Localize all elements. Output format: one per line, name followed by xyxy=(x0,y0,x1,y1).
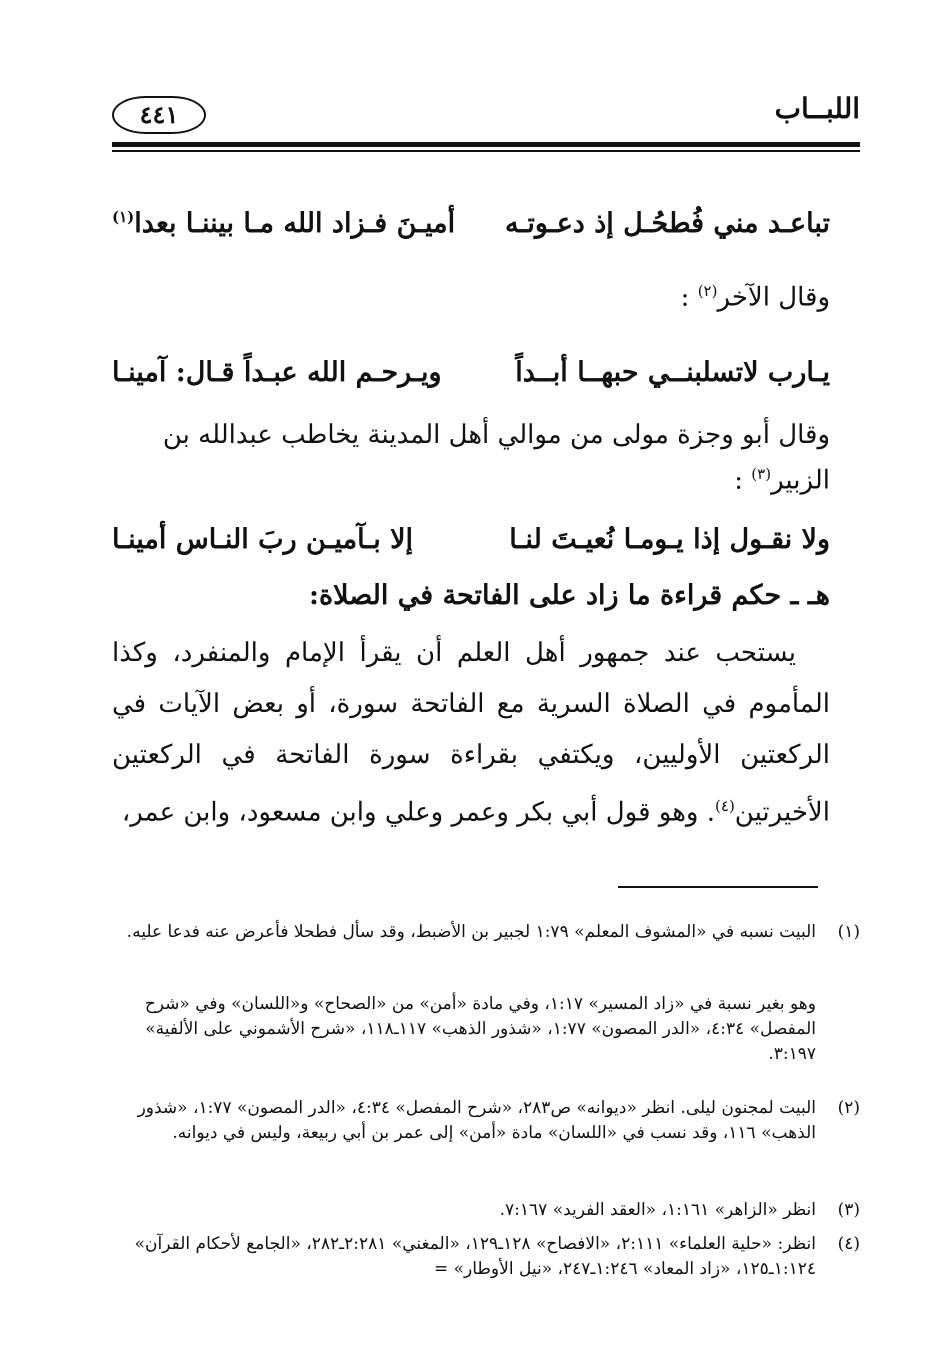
footnote-text: البيت لمجنون ليلى. انظر «ديوانه» ص٢٨٣، «شرح المفصل» ٤:٣٤، «الدر المصون» ١:٧٧، «شذور الذهب» ١١٦، وقد نسب في «اللسان» مادة «أمن» إلى عمر بن أبي ربيعة، وليس في ديوانه. xyxy=(137,1098,816,1143)
footnote-3 xyxy=(112,1198,860,1223)
verse-3-second-hemistich: إلا بـآميـن ربَ النـاس أمينـا xyxy=(112,524,414,555)
footnote-text: انظر «الزاهر» ١:١٦١، «العقد الفريد» ٧:١٦٧. xyxy=(499,1200,816,1220)
footnote-number: (١) xyxy=(837,922,860,942)
body-paragraph: يستحب عند جمهور أهل العلم أن يقرأ الإمام والمنفرد، وكذا المأموم في الصلاة السرية مع الفاتحة سورة، أو بعض الآيات في الركعتين الأوليين، ويكتفي بقراءة سورة الفاتحة في الركعتين الأخيرتين$^{(٤)}$. وهو قول أبي بكر وعمر وعلي وابن مسعود، وابن عمر، xyxy=(112,638,830,828)
footnote-number: (٢) xyxy=(837,1098,860,1118)
footnote-1 xyxy=(112,920,860,945)
intro-line-3b: الزبير$^{(٣)}$ : xyxy=(734,465,830,496)
running-title: اللبــاب xyxy=(774,92,860,125)
footnote-2 xyxy=(112,1096,860,1146)
footnote-text: البيت نسبه في «المشوف المعلم» ١:٧٩ لجبير بن الأضبط، وقد سأل فطحلا فأعرض عنه فدعا عليه. xyxy=(126,922,816,942)
verse-2 xyxy=(112,357,830,397)
footnote-number: (٣) xyxy=(837,1200,860,1220)
footnote-ref-2: (٢) xyxy=(697,282,718,300)
verse-2-second-hemistich: ويـرحـم الله عبـداً قـال: آمينـا xyxy=(112,357,442,388)
intro-line-3: وقال أبو وجزة مولى من موالي أهل المدينة يخاطب عبدالله بن xyxy=(162,420,830,450)
verse-2-first-hemistich: يـارب لاتسلبنــي حبهــا أبــداً xyxy=(515,357,830,388)
verse-1-first-hemistich: تباعـد مني فُطحُـل إذ دعـوتـه xyxy=(504,208,830,239)
footnote-number: (٤) xyxy=(837,1234,860,1254)
page-number: ٤٤١ xyxy=(112,96,206,134)
footnote-1-continued xyxy=(112,992,860,1067)
footnote-4 xyxy=(112,1232,860,1282)
footnote-separator xyxy=(618,886,818,888)
footnote-ref-3: (٣) xyxy=(751,465,772,483)
page-header xyxy=(112,92,860,136)
verse-1 xyxy=(112,208,830,248)
verse-1-second-hemistich: أميـنَ فـزاد الله مـا بيننـا بعدا$^{(١)}$ xyxy=(112,208,456,239)
intro-line-2: وقال الآخر$^{(٢)}$ : xyxy=(680,282,830,313)
footnote-text: انظر: «حلية العلماء» ٢:١١١، «الافصاح» ١٢٨ـ١٢٩، «المغني» ٢:٢٨١ـ٢٨٢، «الجامع لأحكام القرآن» ١:١٢٤ـ١٢٥، «زاد المعاد» ١:٢٤٦ـ٢٤٧، «نيل الأوطار» = xyxy=(134,1234,816,1279)
header-rule-thin xyxy=(112,150,860,152)
verse-3 xyxy=(112,524,830,564)
footnote-text: وهو بغير نسبة في «زاد المسير» ١:١٧، وفي مادة «أمن» من «الصحاح» و«اللسان» وفي «شرح المفصل» ٤:٣٤، «الدر المصون» ١:٧٧، «شذور الذهب» ١١٧ـ١١٨، «شرح الأشموني على الألفية» ٣:١٩٧. xyxy=(144,994,816,1064)
footnote-ref-1: (١) xyxy=(112,208,135,226)
section-heading: هـ ـ حكم قراءة ما زاد على الفاتحة في الصلاة: xyxy=(309,580,830,611)
header-rule xyxy=(112,142,860,147)
footnote-ref-4: (٤) xyxy=(715,797,735,815)
verse-3-first-hemistich: ولا نقـول إذا يـومـا نُعيـتَ لنـا xyxy=(509,524,830,555)
